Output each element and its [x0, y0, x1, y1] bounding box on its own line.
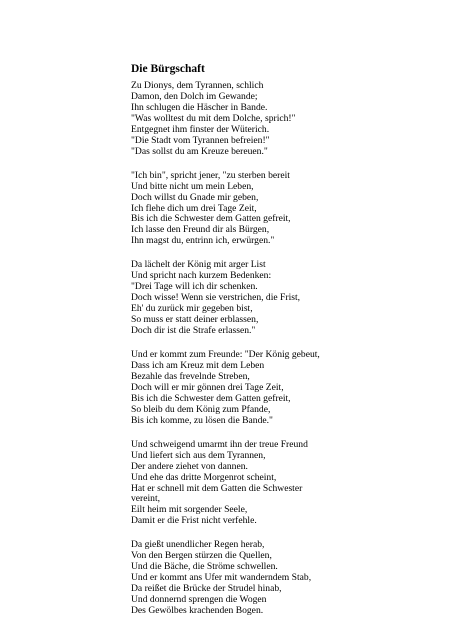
poem-line: Bezahle das frevelnde Streben, — [131, 370, 250, 382]
poem-line: Doch will er mir gönnen drei Tage Zeit, — [131, 381, 284, 393]
poem-line: "Die Stadt vom Tyrannen befreien!" — [131, 134, 270, 146]
poem-line: "Das sollst du am Kreuze bereuen." — [131, 145, 268, 157]
poem-line: Ich lasse den Freund dir als Bürgen, — [131, 224, 270, 236]
poem-line: Und liefert sich aus dem Tyrannen, — [131, 449, 266, 461]
poem-line: So muss er statt deiner erblassen, — [131, 314, 259, 326]
poem-line: Und er kommt zum Freunde: "Der König gebeut, — [131, 349, 320, 361]
poem-line: Und die Bäche, die Ströme schwellen. — [131, 561, 278, 573]
poem-line: Entgegnet ihm finster der Wüterich. — [131, 123, 270, 135]
poem-line: Dass ich am Kreuz mit dem Leben — [131, 359, 265, 371]
stanza — [131, 350, 431, 427]
poem-line: Und ehe das dritte Morgenrot scheint, — [131, 471, 277, 483]
poem-line: Bis ich die Schwester dem Gatten gefreit, — [131, 392, 291, 404]
poem-line: Damon, den Dolch im Gewande; — [131, 90, 258, 102]
poem-title: Die Bürgschaft — [131, 63, 205, 75]
poem-line: Von den Bergen stürzen die Quellen, — [131, 550, 272, 562]
poem-body — [131, 81, 431, 630]
poem-line: "Drei Tage will ich dir schenken. — [131, 281, 258, 293]
poem-line: Und er kommt ans Ufer mit wanderndem Stab, — [131, 572, 312, 584]
poem-line: Da lächelt der König mit arger List — [131, 259, 266, 271]
poem-line: Zu Dionys, dem Tyrannen, schlich — [131, 80, 264, 91]
poem-line: Und spricht nach kurzem Bedenken: — [131, 270, 272, 282]
poem-line: vereint, — [131, 493, 161, 505]
poem-line: "Ich bin", spricht jener, "zu sterben bereit — [131, 169, 290, 181]
poem-line: Da reißet die Brücke der Strudel hinab, — [131, 583, 282, 595]
poem-line: Ihn magst du, entrinn ich, erwürgen." — [131, 235, 275, 247]
poem-line: Bis ich die Schwester dem Gatten gefreit, — [131, 213, 291, 225]
stanza — [131, 440, 431, 528]
stanza — [131, 81, 431, 158]
poem-line: So bleib du dem König zum Pfande, — [131, 403, 271, 415]
stanza — [131, 171, 431, 248]
poem-line: Da gießt unendlicher Regen herab, — [131, 539, 265, 551]
poem-line: Doch dir ist die Strafe erlassen." — [131, 325, 256, 337]
poem-line: Doch wisse! Wenn sie verstrichen, die Frist, — [131, 292, 301, 304]
poem-line: Des Gewölbes krachenden Bogen. — [131, 605, 264, 617]
poem-line: Eh' du zurück mir gegeben bist, — [131, 303, 253, 315]
poem-line: Hat er schnell mit dem Gatten die Schwester — [131, 482, 303, 494]
stanza — [131, 260, 431, 337]
poem-line: "Was wolltest du mit dem Dolche, sprich!" — [131, 112, 296, 124]
poem-line: Der andere ziehet von dannen. — [131, 460, 248, 472]
poem-line: Eilt heim mit sorgender Seele, — [131, 504, 248, 516]
poem-line: Und bitte nicht um mein Leben, — [131, 180, 254, 192]
poem-line: Damit er die Frist nicht verfehle. — [131, 515, 257, 527]
poem-line: Doch willst du Gnade mir geben, — [131, 191, 259, 203]
poem-line: Und donnernd sprengen die Wogen — [131, 594, 267, 606]
poem-line: Ihn schlugen die Häscher in Bande. — [131, 101, 268, 113]
poem-line: Und schweigend umarmt ihn der treue Freund — [131, 438, 308, 450]
poem-line: Ich flehe dich um drei Tage Zeit, — [131, 202, 257, 214]
stanza — [131, 540, 431, 617]
poem-line: Bis ich komme, zu lösen die Bande." — [131, 414, 273, 426]
